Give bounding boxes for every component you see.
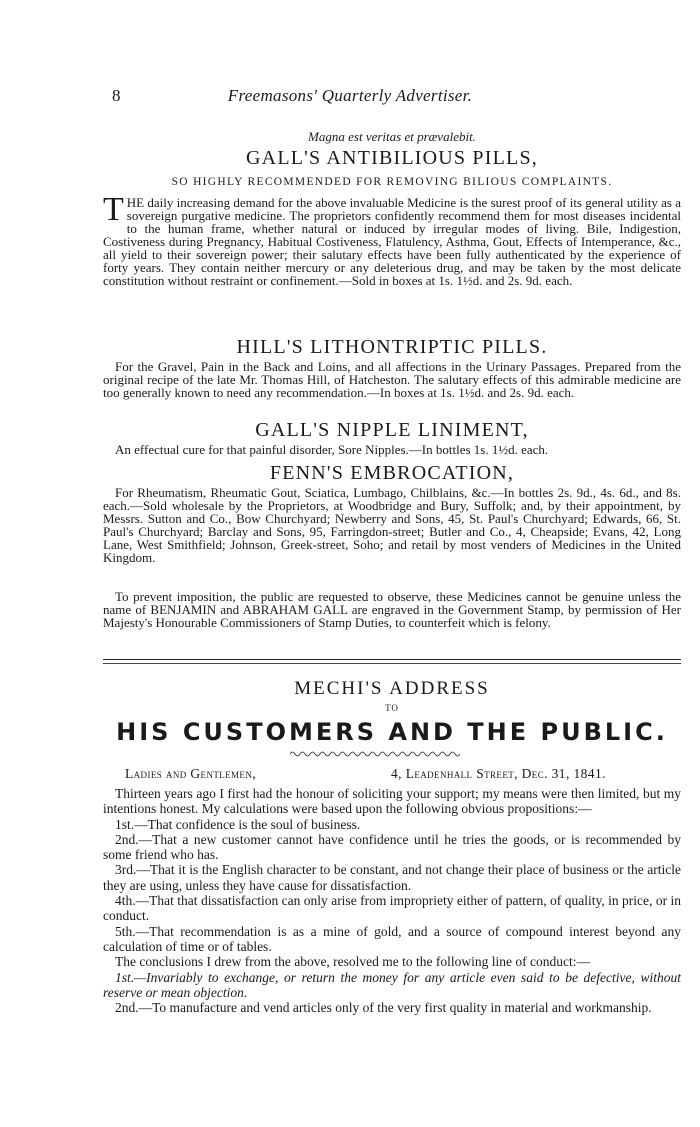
customers-headline: HIS CUSTOMERS AND THE PUBLIC. [116,718,668,746]
galls-pills-title: GALL'S ANTIBILIOUS PILLS, [246,147,538,169]
galls-pills-text: HE daily increasing demand for the above invaluable Medicine is the surest proof of its general utility as a sovereign purgative medicine. The proprietors confidently recommend them for most diseases incidental to the human frame, whether natural or induced by irregular modes of living. Bile, Indigestion, Costiveness during Pregnancy, Habitual Costiveness, Flatulency, Asthma, Gout, Effects of Intemperance, &c., all yield to their sovereign power; their salutary effects have been fully authenticated by the experience of forty years. They contain neither mercury or any deleterious drug, and may be taken by the most delicate constitution without restraint or confinement.—Sold in boxes at 1s. 1½d. and 2s. 9d. each. [103,195,681,288]
proposition-2: 2nd.—That a new customer cannot have confidence until he tries the goods, or is recommended by some friend who has. [103,831,681,863]
galls-pills-paragraph [103,191,681,288]
motto: Magna est veritas et prævalebit. [308,129,476,144]
page-number: 8 [112,86,121,105]
nipple-liniment-text: An effectual cure for that painful disorder, Sore Nipples.—In bottles 1s. 1½d. each. [115,442,549,457]
proposition-1: 1st.—That confidence is the soul of business. [115,816,361,832]
proposition-3: 3rd.—That it is the English character to be constant, and not change their place of business or the article they are using, unless they have cause for dissatisfaction. [103,862,681,893]
running-title: Freemasons' Quarterly Advertiser. [227,86,473,105]
section-divider-secondary [103,663,681,664]
hills-pills-title: HILL'S LITHONTRIPTIC PILLS. [236,336,548,358]
section-divider [103,659,681,660]
salutation: Ladies and Gentlemen, [125,766,257,781]
proposition-5: 5th.—That recommendation is as a mine of gold, and a source of compound interest beyond any calculation of time or of tables. [103,923,681,954]
nipple-liniment-title: GALL'S NIPPLE LINIMENT, [255,419,529,441]
conduct-rule-1: 1st.—Invariably to exchange, or return the money for any article even said to be defective, without reserve or mean objection. [103,969,681,1000]
intro-paragraph: Thirteen years ago I first had the honour of soliciting your support; my means were then limited, but my intentions honest. My calculations were based upon the following obvious propositions:— [103,786,681,817]
wavy-ornament [290,750,460,758]
galls-pills-subtitle: SO HIGHLY RECOMMENDED FOR REMOVING BILIOUS COMPLAINTS. [171,176,613,188]
mechi-address-body [103,786,681,1015]
fenns-embrocation-text: For Rheumatism, Rheumatic Gout, Sciatica, Lumbago, Chilblains, &c.—In bottles 2s. 9d., 4s. 6d., and 8s. each.—Sold wholesale by the Proprietors, at Woodbridge and Bury, Suffolk; and, by their appointment, by Messrs. Sutton and Co., Bow Churchyard; Newberry and Sons, 45, St. Paul's Churchyard; Edwards, 66, St. Paul's Churchyard; Barclay and Sons, 95, Farringdon-street; Butler and Co., 4, Cheapside; Evans, 42, Long Lane, West Smithfield; Johnson, Greek-street, Soho; and retail by most venders of Medicines in the United Kingdom. [103,485,681,565]
drop-cap: T [103,191,124,228]
genuine-notice: To prevent imposition, the public are requested to observe, these Medicines cannot be genuine unless the name of BENJAMIN and ABRAHAM GALL are engraved in the Government Stamp, by permission of Her Majesty's Honourable Commissioners of Stamp Duties, to counterfeit which is felony. [103,589,681,630]
to-label: TO [385,703,399,713]
conclusion-line: The conclusions I drew from the above, resolved me to the following line of conduct:— [115,954,590,970]
address-date: 4, Leadenhall Street, Dec. 31, 1841. [391,766,606,781]
mechi-address-title: MECHI'S ADDRESS [294,678,490,699]
conduct-rule-2: 2nd.—To manufacture and vend articles only of the very first quality in material and workmanship. [115,1000,652,1016]
fenns-embrocation-title: FENN'S EMBROCATION, [269,462,515,484]
proposition-4: 4th.—That that dissatisfaction can only arise from impropriety either of pattern, of quality, in price, or in conduct. [103,893,681,924]
running-header [0,86,700,108]
hills-pills-text: For the Gravel, Pain in the Back and Loins, and all affections in the Urinary Passages. Prepared from the original recipe of the late Mr. Thomas Hill, of Hatcheston. The salutary effects of this admirable medicine are too generally known to need any recommendation.—In boxes at 1s. 1½d. and 2s. 9d. each. [103,359,681,400]
